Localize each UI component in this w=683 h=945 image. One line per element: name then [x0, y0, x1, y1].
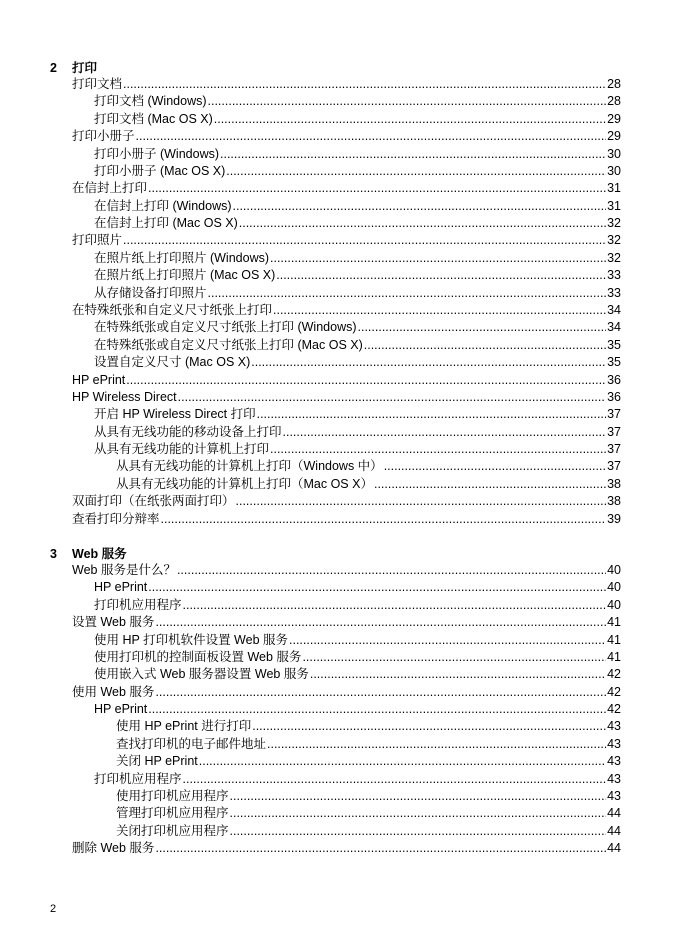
dot-leader [155, 840, 606, 857]
dot-leader [239, 215, 606, 232]
toc-entry-title: 使用嵌入式 Web 服务器设置 Web 服务 [94, 667, 309, 682]
toc-entry-page: 29 [607, 111, 621, 126]
toc-entry-title: 打印机应用程序 [94, 597, 182, 612]
toc-entry[interactable] [94, 215, 621, 232]
toc-entry[interactable] [94, 701, 621, 718]
dot-leader [230, 805, 607, 822]
toc-entry-title: 从具有无线功能的计算机上打印 [94, 442, 270, 456]
toc-entry-title: 打印文档 (Windows) [94, 94, 207, 109]
toc-entry[interactable] [116, 823, 621, 840]
toc-entry-page: 33 [607, 285, 621, 300]
dot-leader [289, 632, 606, 649]
dot-leader [364, 337, 606, 354]
dot-leader [220, 146, 606, 163]
toc-entry[interactable] [94, 666, 621, 683]
toc-entry[interactable] [116, 753, 621, 770]
dot-leader [161, 511, 607, 528]
dot-leader [257, 406, 607, 423]
toc-entry-page: 43 [607, 736, 621, 751]
dot-leader [178, 389, 606, 406]
chapter-title: Web 服务 [72, 547, 127, 561]
toc-entry[interactable] [94, 146, 621, 163]
toc-entry-title: 从具有无线功能的计算机上打印（Windows 中） [116, 459, 383, 474]
dot-leader [302, 649, 606, 666]
toc-entry[interactable] [94, 319, 621, 336]
toc-entry-page: 35 [607, 355, 621, 370]
dot-leader [270, 250, 606, 267]
toc-entry[interactable] [94, 111, 621, 128]
toc-entry-page: 41 [607, 632, 621, 647]
dot-leader [148, 180, 606, 197]
dot-leader [155, 684, 606, 701]
dot-leader [276, 267, 606, 284]
toc-entry-title: 设置 Web 服务 [72, 615, 155, 630]
dot-leader [251, 354, 606, 371]
dot-leader [208, 285, 607, 302]
toc-entry-page: 28 [607, 77, 621, 91]
dot-leader [273, 302, 606, 319]
toc-entry[interactable] [72, 232, 621, 249]
toc-entry[interactable] [72, 840, 621, 857]
dot-leader [183, 597, 607, 614]
toc-entry[interactable] [72, 76, 621, 93]
toc-entry-page: 30 [607, 146, 621, 161]
toc-entry-page: 40 [607, 597, 621, 612]
toc-entry[interactable] [94, 267, 621, 284]
toc-entry[interactable] [72, 389, 621, 406]
toc-entry[interactable] [94, 285, 621, 302]
toc-entry-title: 使用打印机的控制面板设置 Web 服务 [94, 649, 302, 664]
toc-entry-page: 43 [607, 719, 621, 734]
toc-entry-title: 在特殊纸张或自定义尺寸纸张上打印 (Windows) [94, 320, 357, 335]
toc-entry-page: 31 [607, 198, 621, 213]
dot-leader [310, 666, 606, 683]
toc-entry[interactable] [116, 736, 621, 753]
toc-entry-page: 32 [607, 250, 621, 265]
toc-entry[interactable] [94, 632, 621, 649]
toc-entry-title: Web 服务是什么？ [72, 563, 176, 577]
toc-entry-page: 44 [607, 841, 621, 856]
toc-entry-page: 34 [607, 302, 621, 317]
toc-entry-page: 37 [607, 459, 621, 474]
toc-entry-title: 使用 HP 打印机软件设置 Web 服务 [94, 632, 289, 647]
toc-entry[interactable] [94, 406, 621, 423]
toc-entry[interactable] [116, 458, 621, 475]
toc-entry[interactable] [72, 180, 621, 197]
toc-entry-title: 查找打印机的电子邮件地址 [116, 736, 267, 751]
toc-entry[interactable] [94, 163, 621, 180]
toc-entry-page: 42 [607, 684, 621, 699]
toc-entry[interactable] [94, 424, 621, 441]
toc-entry-title: HP ePrint [94, 580, 148, 595]
toc-entry-title: 从存储设备打印照片 [94, 285, 207, 300]
dot-leader [233, 198, 607, 215]
toc-entry-page: 43 [607, 771, 621, 786]
toc-entry[interactable] [94, 441, 621, 458]
dot-leader [384, 458, 606, 475]
dot-leader [236, 493, 607, 510]
dot-leader [123, 232, 606, 249]
toc-entry-page: 40 [607, 580, 621, 595]
dot-leader [267, 736, 606, 753]
toc-entry-page: 36 [607, 372, 621, 387]
toc-entry-title: HP ePrint [72, 372, 126, 387]
toc-entry-page: 29 [607, 129, 621, 144]
toc-entry[interactable] [94, 597, 621, 614]
chapter-number: 3 [50, 547, 57, 561]
toc-entry[interactable] [72, 302, 621, 319]
toc-entry-page: 37 [607, 442, 621, 456]
toc-entry-page: 44 [607, 806, 621, 821]
dot-leader [208, 93, 607, 110]
dot-leader [374, 476, 606, 493]
toc-entry[interactable] [116, 476, 621, 493]
toc-entry-title: 打印小册子 (Mac OS X) [94, 163, 226, 178]
dot-leader [155, 614, 606, 631]
toc-entry[interactable] [72, 372, 621, 389]
toc-entry-title: 开启 HP Wireless Direct 打印 [94, 407, 256, 422]
toc-entry-title: 使用 Web 服务 [72, 684, 155, 699]
toc-entry-page: 31 [607, 181, 621, 196]
toc-entry-page: 42 [607, 702, 621, 716]
toc-entry-title: HP Wireless Direct [72, 389, 177, 404]
dot-leader [252, 718, 606, 735]
dot-leader [136, 128, 607, 145]
toc-entry-title: 在信封上打印 (Windows) [94, 198, 232, 213]
dot-leader [226, 163, 606, 180]
toc-entry-page: 36 [607, 389, 621, 404]
dot-leader [283, 424, 607, 441]
toc-entry-page: 41 [607, 615, 621, 630]
toc-entry-title: 在特殊纸张或自定义尺寸纸张上打印 (Mac OS X) [94, 337, 363, 352]
dot-leader [270, 441, 606, 458]
toc-entry-title: 双面打印（在纸张两面打印） [72, 494, 235, 509]
dot-leader [230, 788, 607, 805]
toc-entry-page: 41 [607, 649, 621, 664]
toc-entry[interactable] [72, 614, 621, 631]
toc-entry-page: 39 [607, 511, 621, 526]
toc-entry-title: HP ePrint [94, 702, 148, 716]
toc-entry-title: 关闭 HP ePrint [116, 754, 198, 769]
toc-entry-page: 34 [607, 320, 621, 335]
toc-entry-page: 37 [607, 407, 621, 422]
dot-leader [358, 319, 607, 336]
toc-entry-title: 使用 HP ePrint 进行打印 [116, 719, 252, 734]
toc-entry-title: 在信封上打印 [72, 181, 148, 196]
chapter-number: 2 [50, 61, 57, 75]
toc-entry-title: 关闭打印机应用程序 [116, 823, 229, 838]
dot-leader [199, 753, 606, 770]
toc-entry-page: 38 [607, 476, 621, 491]
dot-leader [183, 771, 607, 788]
dot-leader [214, 111, 606, 128]
toc-entry[interactable] [94, 250, 621, 267]
toc-entry[interactable] [72, 128, 621, 145]
dot-leader [126, 372, 606, 389]
toc-entry-title: 删除 Web 服务 [72, 841, 155, 856]
toc-entry[interactable] [94, 337, 621, 354]
chapter-title: 打印 [72, 61, 98, 75]
toc-entry[interactable] [72, 684, 621, 701]
toc-entry-page: 33 [607, 268, 621, 283]
toc-entry[interactable] [94, 649, 621, 666]
toc-entry-title: 设置自定义尺寸 (Mac OS X) [94, 355, 251, 370]
toc-entry-page: 44 [607, 823, 621, 838]
toc-entry-page: 32 [607, 233, 621, 248]
toc-entry-page: 40 [607, 563, 621, 577]
toc-entry[interactable] [72, 511, 621, 528]
toc-entry-title: 在特殊纸张和自定义尺寸纸张上打印 [72, 302, 273, 317]
toc-entry-title: 使用打印机应用程序 [116, 788, 229, 803]
toc-entry-title: 打印小册子 (Windows) [94, 146, 220, 161]
toc-entry-title: 打印照片 [72, 233, 123, 248]
toc-entry[interactable] [72, 562, 621, 579]
dot-leader [148, 579, 606, 596]
toc-entry-title: 打印文档 (Mac OS X) [94, 111, 213, 126]
toc-entry-title: 在信封上打印 (Mac OS X) [94, 216, 238, 230]
toc-entry-page: 32 [607, 216, 621, 230]
page-number: 2 [50, 903, 57, 915]
toc-entry-title: 打印小册子 [72, 129, 135, 144]
toc-entry-title: 在照片纸上打印照片 (Mac OS X) [94, 268, 276, 283]
toc-entry[interactable] [94, 198, 621, 215]
toc-entry[interactable] [94, 771, 621, 788]
dot-leader [123, 76, 606, 93]
toc-entry-page: 28 [607, 94, 621, 109]
toc-entry[interactable] [94, 579, 621, 596]
toc-entry[interactable] [116, 788, 621, 805]
toc-entry-title: 从具有无线功能的移动设备上打印 [94, 424, 282, 439]
chapter-heading [50, 60, 97, 76]
toc-entry-title: 管理打印机应用程序 [116, 806, 229, 821]
dot-leader [230, 823, 607, 840]
toc-entry[interactable] [116, 805, 621, 822]
toc-entry[interactable] [116, 718, 621, 735]
toc-entry-page: 43 [607, 754, 621, 769]
toc-entry-page: 43 [607, 788, 621, 803]
toc-entry-title: 打印机应用程序 [94, 771, 182, 786]
chapter-heading [50, 546, 127, 562]
toc-entry[interactable] [94, 354, 621, 371]
toc-entry-title: 在照片纸上打印照片 (Windows) [94, 250, 270, 265]
toc-entry-page: 42 [607, 667, 621, 682]
toc-entry-page: 38 [607, 494, 621, 509]
toc-entry-page: 30 [607, 163, 621, 178]
toc-entry-page: 35 [607, 337, 621, 352]
dot-leader [177, 562, 606, 579]
toc-entry-page: 37 [607, 424, 621, 439]
toc-entry[interactable] [94, 93, 621, 110]
toc-entry-title: 从具有无线功能的计算机上打印（Mac OS X） [116, 476, 373, 491]
dot-leader [148, 701, 606, 718]
toc-entry[interactable] [72, 493, 621, 510]
toc-entry-title: 查看打印分辩率 [72, 511, 160, 526]
toc-entry-title: 打印文档 [72, 77, 123, 91]
